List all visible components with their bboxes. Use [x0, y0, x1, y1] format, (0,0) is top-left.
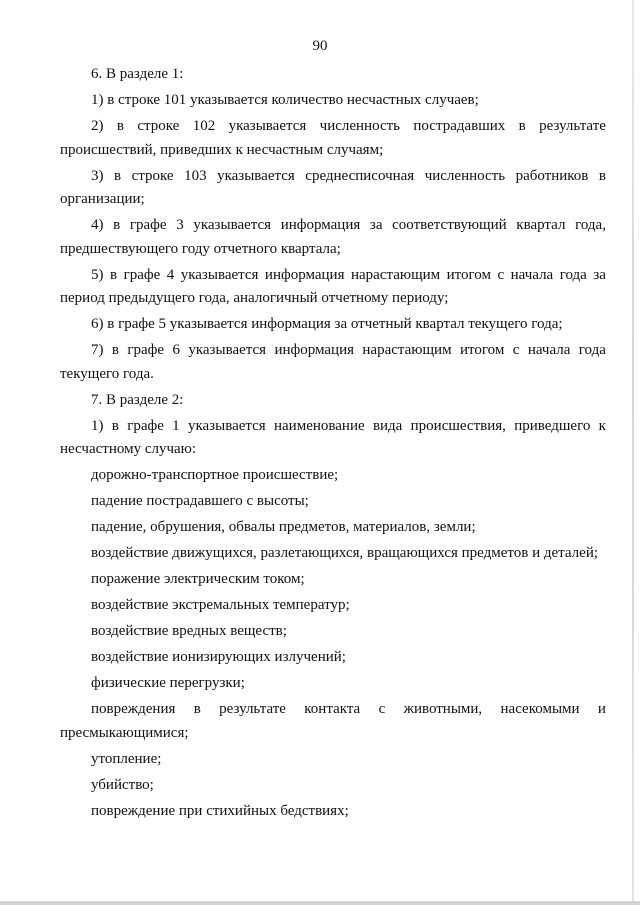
word: 1): [91, 417, 104, 434]
word: в: [598, 167, 606, 184]
word: 3: [176, 217, 184, 233]
word: информация: [274, 342, 355, 358]
word: указывается: [228, 118, 307, 134]
word: года: [559, 266, 587, 283]
word: графе: [123, 266, 161, 283]
list-item: поражение электрическим током;: [91, 571, 305, 587]
word: 4: [166, 266, 175, 283]
list-item: утопление;: [91, 750, 162, 767]
word: происшествия,: [410, 417, 506, 434]
word: указывается: [193, 217, 272, 233]
word: наименование: [273, 417, 365, 434]
word: 4): [91, 217, 104, 233]
section-6-item-2-continued: происшествий, приведших к несчастным случаям;: [60, 141, 384, 158]
word: начала: [527, 342, 571, 358]
word: животными,: [403, 701, 483, 717]
word: 102: [192, 118, 216, 134]
word: в: [193, 701, 201, 717]
word: года: [578, 342, 606, 358]
word: с: [378, 701, 386, 717]
word: графе: [127, 342, 165, 358]
scan-edge-bottom: [0, 901, 640, 905]
word: начала: [510, 266, 554, 283]
word: к: [598, 417, 606, 434]
word: приведшего: [514, 417, 591, 434]
word: пострадавших: [413, 118, 506, 134]
word: в: [111, 342, 119, 358]
word: с: [497, 266, 505, 283]
word: результате: [219, 701, 286, 717]
word: итогом: [459, 342, 505, 358]
word: в: [518, 118, 526, 134]
word: указывается: [188, 342, 267, 358]
list-item: воздействие экстремальных температур;: [91, 597, 350, 613]
section-7-item-1-continued: несчастному случаю:: [60, 441, 197, 457]
word: 6: [172, 342, 180, 358]
section-6-item-4-continued: предшествующего году отчетного квартала;: [60, 240, 341, 257]
word: в: [109, 266, 118, 283]
list-item: воздействие вредных веществ;: [91, 623, 287, 639]
word: за: [369, 217, 383, 233]
list-item: падение, обрушения, обвалы предметов, материалов, земли;: [91, 519, 476, 535]
list-item: воздействие ионизирующих излучений;: [91, 649, 346, 665]
word: нарастающим: [362, 342, 452, 358]
word: 5): [91, 266, 104, 283]
word: нарастающим: [350, 266, 441, 283]
section-6-heading: 6. В разделе 1:: [91, 66, 184, 82]
list-item: убийство;: [91, 776, 154, 793]
list-item-animals: [88, 698, 606, 722]
word: квартал: [516, 217, 566, 233]
list-item: дорожно-транспортное происшествие;: [91, 467, 339, 483]
word: в: [113, 217, 121, 233]
section-7-item-1: [88, 415, 606, 439]
word: численность: [319, 118, 401, 134]
document-body: [60, 63, 606, 823]
word: повреждения: [91, 701, 176, 717]
section-6-item-5: [88, 264, 606, 288]
word: вида: [372, 417, 403, 434]
list-item-animals-continued: пресмыкающимися;: [60, 724, 189, 741]
word: информация: [264, 266, 345, 283]
word: 103: [184, 167, 207, 184]
page-number: 90: [312, 38, 328, 54]
word: контакта: [304, 701, 361, 717]
word: 2): [91, 118, 104, 134]
word: результате: [539, 118, 606, 134]
word: указывается: [180, 266, 259, 283]
section-6-item-1: 1) в строке 101 указывается количество несчастных случаев;: [91, 92, 479, 108]
word: насекомыми: [500, 701, 580, 717]
list-item: физические перегрузки;: [91, 675, 245, 691]
section-6-item-6: 6) в графе 5 указывается информация за отчетный квартал текущего года;: [91, 316, 563, 332]
word: в: [111, 417, 119, 434]
word: итогом: [446, 266, 492, 283]
word: в: [114, 167, 122, 184]
word: работников: [515, 167, 589, 184]
word: 1: [172, 417, 180, 434]
section-6-item-3: [88, 165, 606, 189]
word: графе: [129, 217, 167, 233]
word: за: [593, 266, 606, 283]
word: года,: [575, 217, 606, 233]
scan-edge-right: [632, 0, 634, 905]
word: с: [512, 342, 520, 358]
section-7-heading: 7. В разделе 2:: [91, 391, 184, 408]
word: указывается: [217, 167, 295, 184]
word: строке: [131, 167, 174, 184]
section-6-item-7: [88, 339, 606, 363]
section-6-item-7-continued: текущего года.: [60, 365, 154, 382]
word: и: [597, 701, 606, 717]
word: численность: [424, 167, 506, 184]
word: 7): [91, 342, 104, 358]
section-6-item-5-continued: период предыдущего года, аналогичный отчетному периоду;: [60, 290, 449, 306]
list-item: повреждение при стихийных бедствиях;: [91, 802, 349, 819]
section-6-item-4: [88, 214, 606, 238]
section-6-item-2: [88, 115, 606, 139]
word: указывается: [187, 417, 266, 434]
list-item: падение пострадавшего с высоты;: [91, 493, 309, 509]
word: соответствующий: [392, 217, 507, 233]
list-item: воздействие движущихся, разлетающихся, вращающихся предметов и деталей;: [91, 545, 599, 561]
word: 3): [91, 167, 104, 184]
word: среднесписочная: [305, 167, 415, 184]
word: графе: [127, 417, 164, 434]
word: в: [116, 118, 124, 134]
word: строке: [137, 118, 180, 134]
word: информация: [280, 217, 361, 233]
section-6-item-3-continued: организации;: [60, 191, 145, 207]
